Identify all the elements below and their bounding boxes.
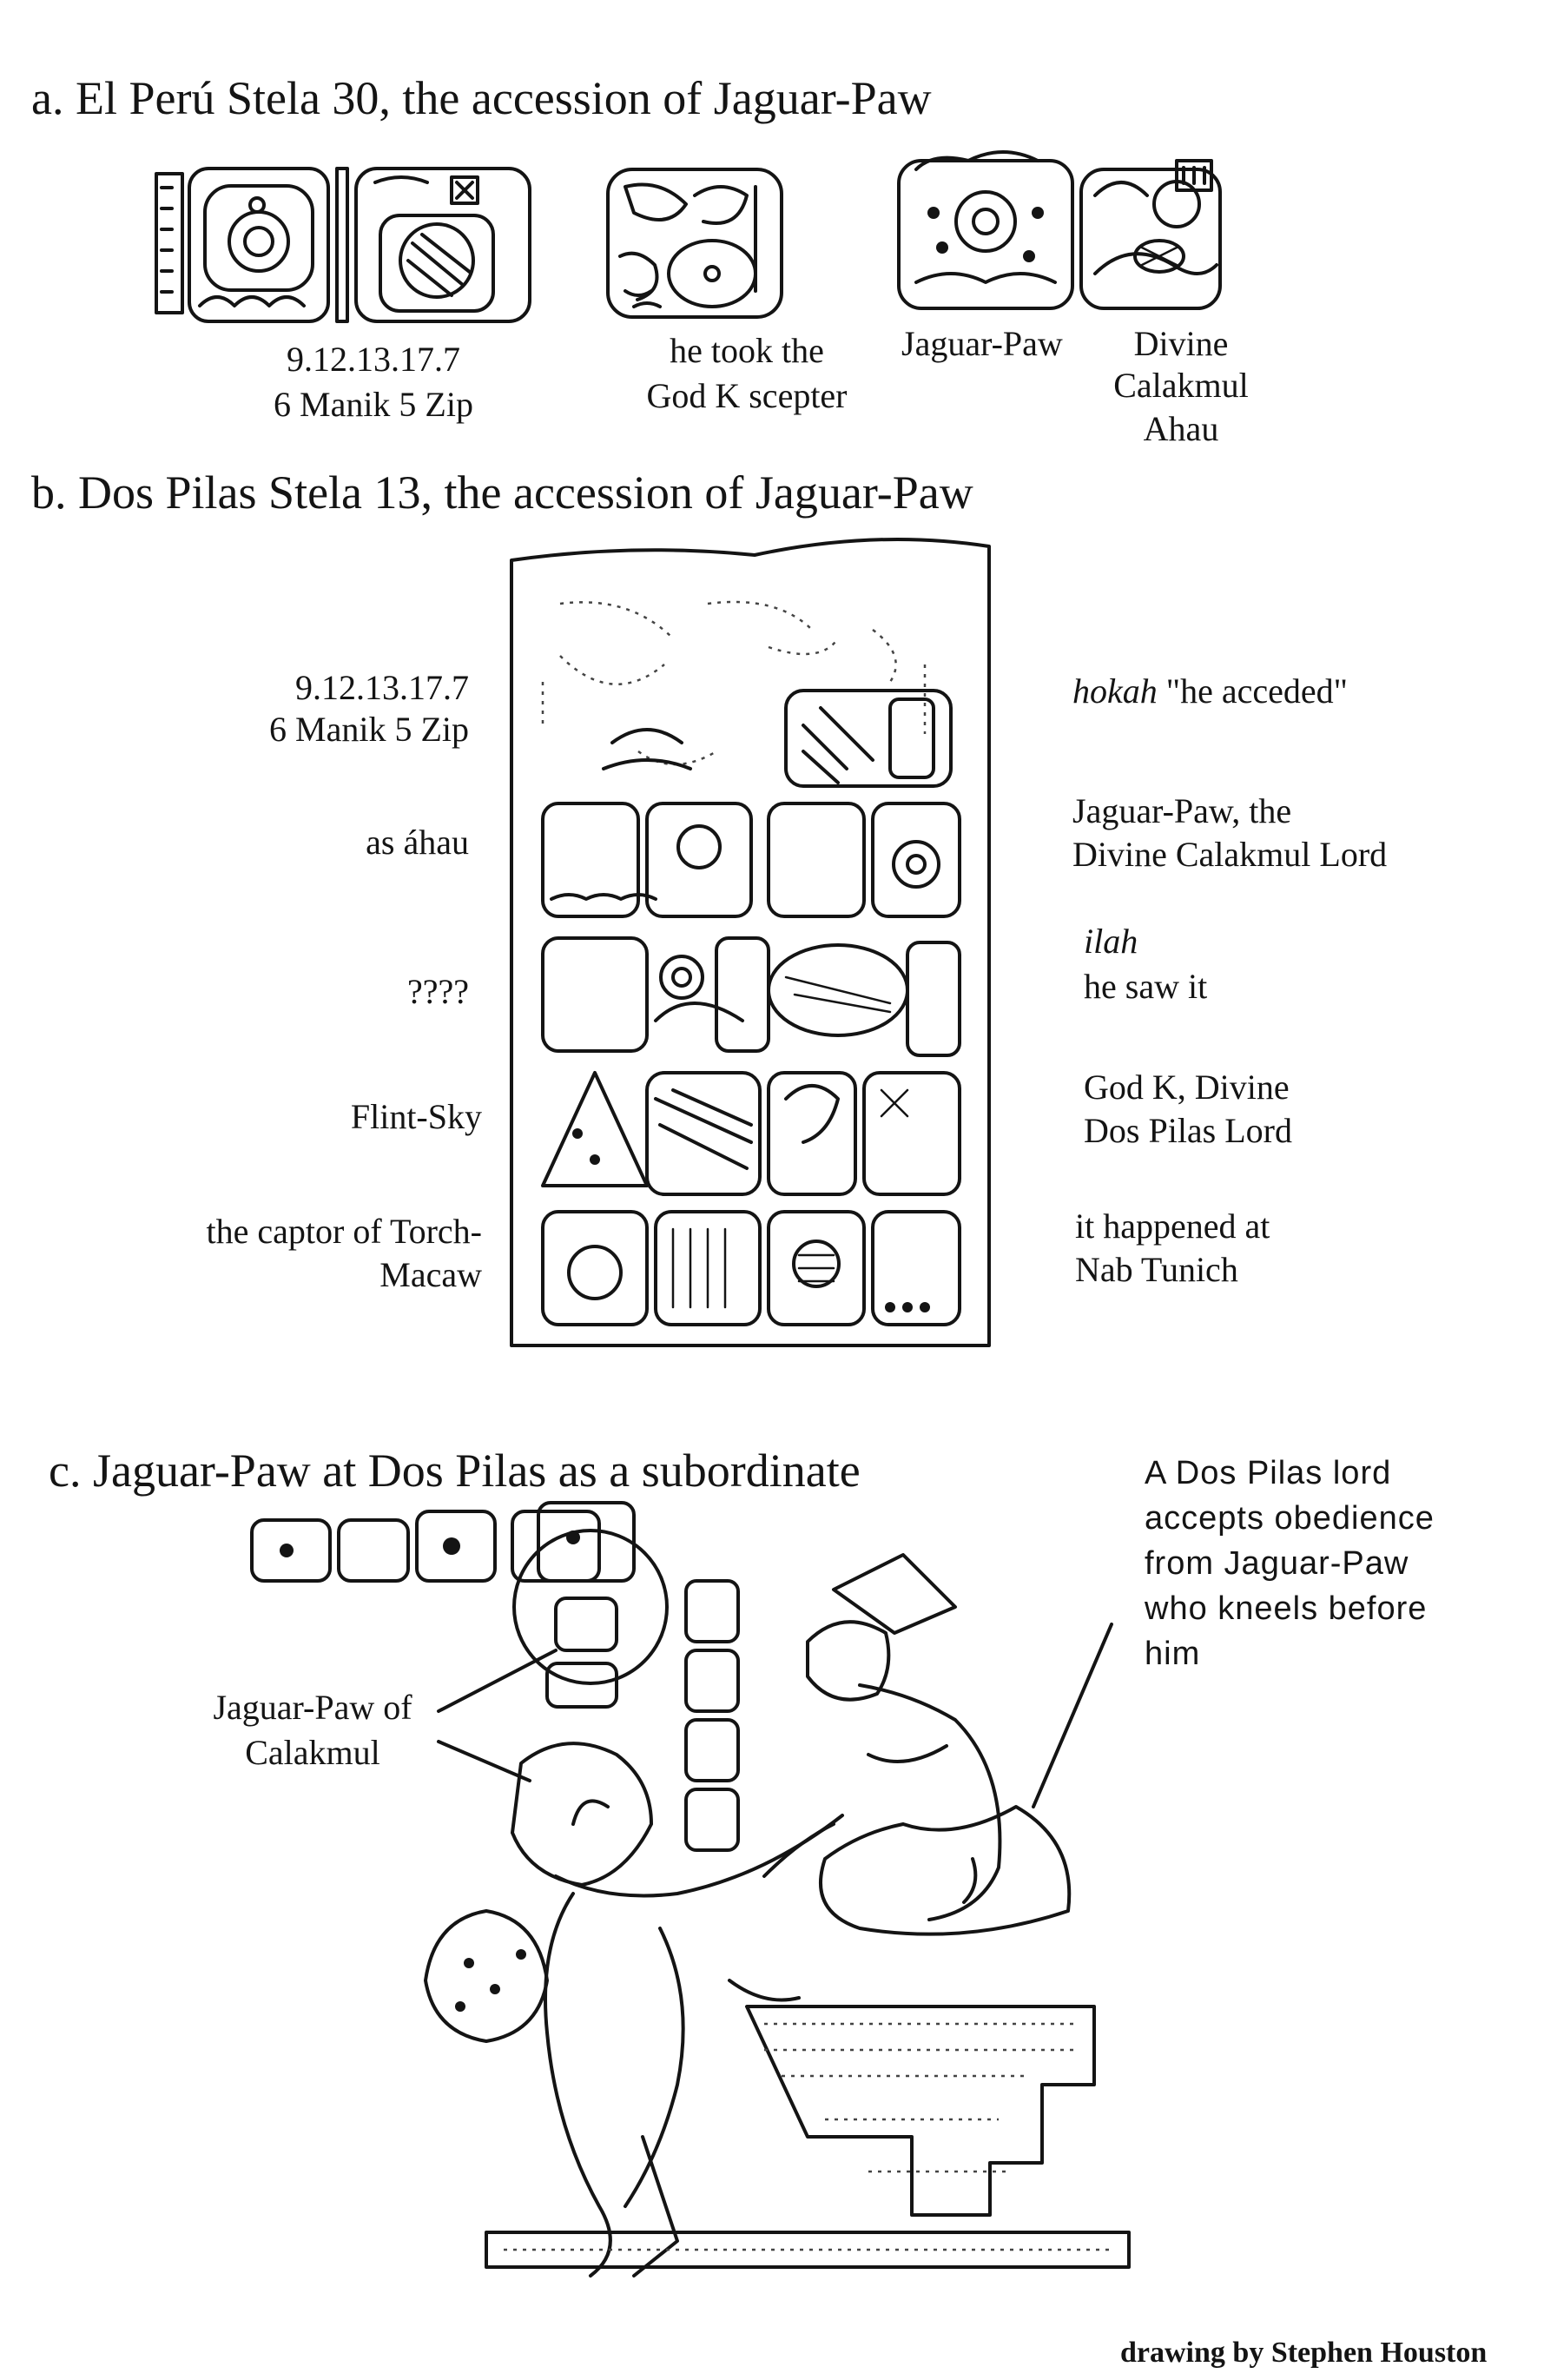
section-b-godk-line2: Dos Pilas Lord: [1084, 1111, 1292, 1150]
stela-glyph-row-2: [543, 803, 960, 916]
section-b-date-calendar: 6 Manik 5 Zip: [269, 710, 469, 749]
caption-glyph-row: [252, 1503, 634, 1581]
section-c-callout-left-line2: Calakmul: [245, 1733, 380, 1772]
section-b-jp-line2: Divine Calakmul Lord: [1072, 835, 1388, 874]
section-a-title-line1: Divine: [1133, 324, 1229, 363]
section-b-ilah-gloss: he saw it: [1084, 967, 1208, 1006]
section-a-glyph-block-verb: [599, 161, 790, 326]
section-b-place-line2: Nab Tunich: [1075, 1250, 1238, 1289]
section-c-callout-left-line1: Jaguar-Paw of: [213, 1688, 412, 1727]
section-c-title: c. Jaguar-Paw at Dos Pilas as a subordinate: [49, 1445, 861, 1497]
section-b-hokah: [1072, 669, 1348, 714]
stela-glyph-row-1: [604, 691, 951, 786]
section-b-place-line1: it happened at: [1075, 1207, 1270, 1246]
section-b-ilah: ilah: [1084, 922, 1138, 961]
callout-right-line-1: A Dos Pilas lord: [1145, 1455, 1392, 1491]
leader-line-left-2: [439, 1742, 530, 1781]
hokah-gloss: "he acceded": [1165, 671, 1348, 711]
section-b-jp-line1: Jaguar-Paw, the: [1072, 791, 1292, 830]
section-a-verb-line1: he took the: [670, 331, 824, 370]
callout-right-line-2: accepts obedience: [1145, 1500, 1435, 1537]
stela-glyph-row-4: [543, 1073, 960, 1194]
section-a-date-calendar: 6 Manik 5 Zip: [274, 385, 473, 424]
seated-lord-figure: [764, 1555, 1069, 1934]
section-b-unknown: ????: [406, 972, 469, 1011]
section-b-as-ahau: as áhau: [366, 823, 469, 862]
section-c-scene-drawing: [0, 1494, 1544, 2363]
section-b-captor-line2: Macaw: [379, 1255, 482, 1294]
stela-glyph-row-3: [543, 938, 960, 1055]
vertical-glyph-column: [686, 1581, 738, 1850]
section-b-godk-line1: God K, Divine: [1084, 1068, 1290, 1107]
section-a-name: Jaguar-Paw: [901, 324, 1063, 363]
stela-glyph-row-5: [543, 1212, 960, 1325]
section-b-title: b. Dos Pilas Stela 13, the accession of Jaguar-Paw: [31, 466, 973, 519]
stela-13-drawing: [508, 526, 994, 1351]
section-a-title: a. El Perú Stela 30, the accession of Jaguar-Paw: [31, 72, 932, 124]
callout-right-line-5: him: [1145, 1636, 1201, 1672]
section-b-date-long: 9.12.13.17.7: [295, 668, 469, 707]
kneeling-jaguar-paw-figure: [426, 1743, 842, 2276]
section-a-glyph-block-date: [148, 156, 556, 330]
hokah-word: hokah: [1072, 671, 1158, 711]
callout-right-line-4: who kneels before: [1145, 1590, 1428, 1627]
section-a-date-long: 9.12.13.17.7: [287, 340, 460, 379]
callout-right-line-3: from Jaguar-Paw: [1145, 1545, 1409, 1582]
throne-platform: [486, 2006, 1129, 2267]
section-b-flint-sky: Flint-Sky: [350, 1097, 482, 1136]
leader-line-left-1: [439, 1650, 556, 1711]
section-a-title-line3: Ahau: [1143, 409, 1219, 448]
leader-line-right: [1033, 1624, 1112, 1807]
section-a-verb-line2: God K scepter: [646, 376, 848, 415]
section-a-title-line2: Calakmul: [1113, 366, 1249, 405]
section-b-captor-line1: the captor of Torch-: [206, 1212, 482, 1251]
section-a-glyph-block-name: [890, 143, 1229, 326]
drawing-credit: drawing by Stephen Houston: [1120, 2337, 1488, 2369]
